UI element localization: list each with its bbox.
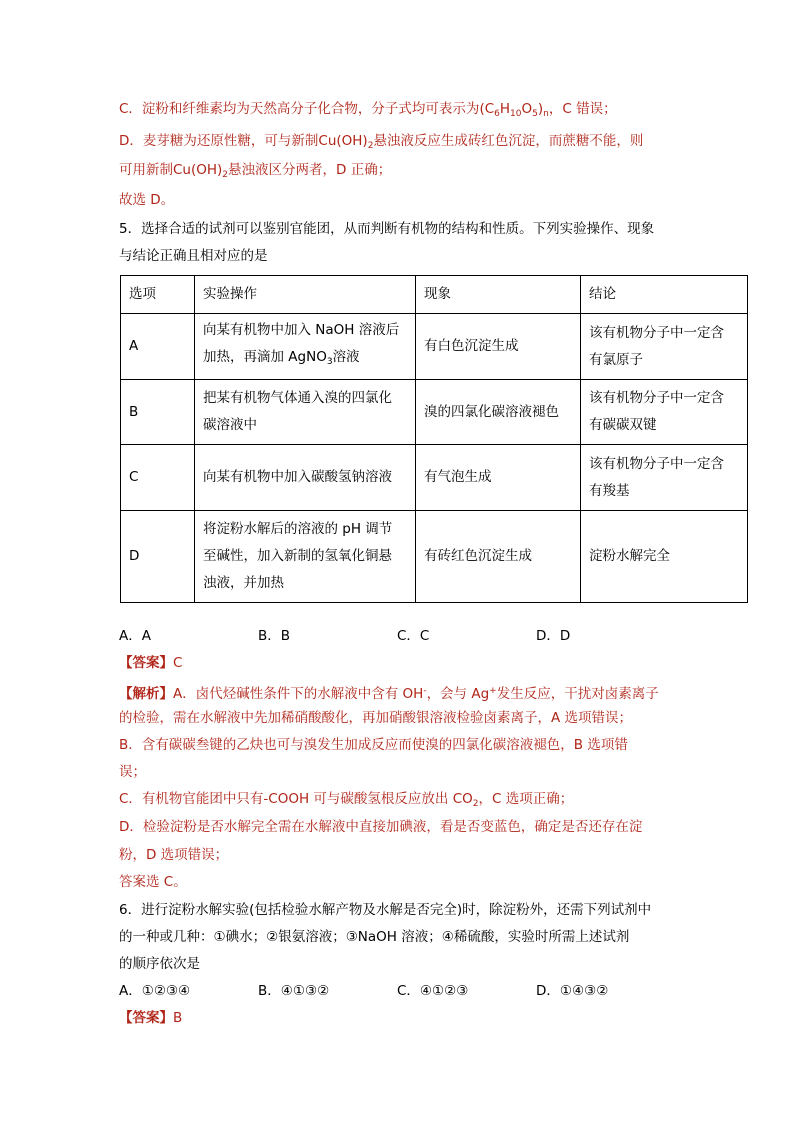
- analysis-c-line: [119, 99, 617, 124]
- q6-stem-line-2: 的一种或几种：①碘水；②银氨溶液；③NaOH 溶液；④稀硫酸，实验时所需上述试剂: [119, 929, 630, 945]
- q6-option-d[interactable]: D．①④③②: [536, 983, 609, 999]
- copper-hydroxide-formula-2: $Cu(OH)_2$: [173, 162, 229, 180]
- row-conclusion: 淀粉水解完全: [581, 511, 748, 603]
- analysis-conclusion: 故选 D。: [119, 192, 175, 208]
- q6-stem-line-1: 6．进行淀粉水解实验(包括检验水解产物及水解是否完全)时，除淀粉外，还需下列试剂中: [119, 902, 652, 918]
- header-phenomenon: 现象: [416, 276, 581, 314]
- row-operation: 向某有机物中加入碳酸氢钠溶液: [195, 445, 416, 511]
- q5-stem-line-1: 5．选择合适的试剂可以鉴别官能团，从而判断有机物的结构和性质。下列实验操作、现象: [119, 221, 655, 237]
- analysis-c-text: C．淀粉和纤维素均为天然高分子化合物，分子式均可表示为: [119, 101, 480, 117]
- row-phenomenon: 溴的四氯化碳溶液褪色: [416, 380, 581, 445]
- row-phenomenon: 有白色沉淀生成: [416, 314, 581, 380]
- table-row: [121, 511, 748, 603]
- row-conclusion: 该有机物分子中一定含 有羧基: [581, 445, 748, 511]
- row-option: B: [121, 380, 195, 445]
- row-option: D: [121, 511, 195, 603]
- q5-option-c[interactable]: C．C: [397, 628, 430, 644]
- q5-analysis-b-1: B．含有碳碳叁键的乙炔也可与溴发生加成反应而使溴的四氯化碳溶液褪色，B 选项错: [119, 737, 628, 753]
- header-option: 选项: [121, 276, 195, 314]
- copper-hydroxide-formula: $Cu(OH)_2$: [318, 133, 374, 151]
- answer-label: 【答案】: [119, 1010, 173, 1026]
- q6-answer: [119, 1008, 182, 1028]
- analysis-c-tail: ，C 错误；: [548, 101, 617, 117]
- q5-answer: [119, 653, 182, 673]
- answer-value: B: [173, 1010, 183, 1026]
- row-operation: 向某有机物中加入 NaOH 溶液后 加热，再滴加 AgNO$_3$溶液: [195, 314, 416, 380]
- q6-option-a[interactable]: A．①②③④: [119, 983, 191, 999]
- q6-stem-line-3: 的顺序依次是: [119, 956, 200, 972]
- q5-analysis-d-1: D．检验淀粉是否水解完全需在水解液中直接加碘液，看是否变蓝色，确定是否还存在淀: [119, 819, 643, 835]
- q5-analysis-d-2: 粉，D 选项错误；: [119, 847, 229, 863]
- q5-analysis-b-2: 误；: [119, 764, 146, 780]
- analysis-d-line-1: D．麦芽糖为还原性糖，可与新制$Cu(OH)_2$悬浊液反应生成砖红色沉淀，而蔗糖不能，则: [119, 133, 644, 151]
- analysis-d-line-2: 可用新制$Cu(OH)_2$悬浊液区分两者，D 正确；: [119, 162, 392, 180]
- row-phenomenon: 有砖红色沉淀生成: [416, 511, 581, 603]
- answer-label: 【答案】: [119, 655, 173, 671]
- q6-option-b[interactable]: B．④①③②: [258, 983, 330, 999]
- table-row: [121, 314, 748, 380]
- row-conclusion: 该有机物分子中一定含 有碳碳双键: [581, 380, 748, 445]
- row-option: A: [121, 314, 195, 380]
- header-operation: 实验操作: [195, 276, 416, 314]
- row-conclusion: 该有机物分子中一定含 有氯原子: [581, 314, 748, 380]
- q5-stem-line-2: 与结论正确且相对应的是: [119, 248, 268, 264]
- q5-option-a[interactable]: A．A: [119, 628, 151, 644]
- row-operation: 把某有机物气体通入溴的四氯化 碳溶液中: [195, 380, 416, 445]
- table-row: [121, 445, 748, 511]
- q6-option-c[interactable]: C．④①②③: [397, 983, 469, 999]
- header-conclusion: 结论: [581, 276, 748, 314]
- row-operation: 将淀粉水解后的溶液的 pH 调节 至碱性，加入新制的氢氧化铜悬 浊液，并加热: [195, 511, 416, 603]
- table-row: [121, 380, 748, 445]
- row-phenomenon: 有气泡生成: [416, 445, 581, 511]
- q5-option-d[interactable]: D．D: [536, 628, 571, 644]
- row-option: C: [121, 445, 195, 511]
- q5-experiment-table: [120, 275, 748, 603]
- q5-analysis-a-2: 的检验，需在水解液中先加稀硝酸酸化，再加硝酸银溶液检验卤素离子，A 选项错误；: [119, 710, 633, 726]
- q5-option-b[interactable]: B．B: [258, 628, 291, 644]
- starch-formula: $(C_6H_{10}O_5)_n$: [479, 101, 549, 119]
- answer-value: C: [173, 655, 183, 671]
- analysis-label: 【解析】: [119, 686, 173, 702]
- q5-final-answer: 答案选 C。: [119, 874, 187, 890]
- q5-analysis-a-1: 【解析】A．卤代烃碱性条件下的水解液中含有 OH-，会与 Ag+发生反应，干扰对卤素离子: [119, 686, 659, 702]
- table-header-row: [121, 276, 748, 314]
- q5-analysis-c: C．有机物官能团中只有-COOH 可与碳酸氢根反应放出 $CO_2$，C 选项正确；: [119, 791, 574, 809]
